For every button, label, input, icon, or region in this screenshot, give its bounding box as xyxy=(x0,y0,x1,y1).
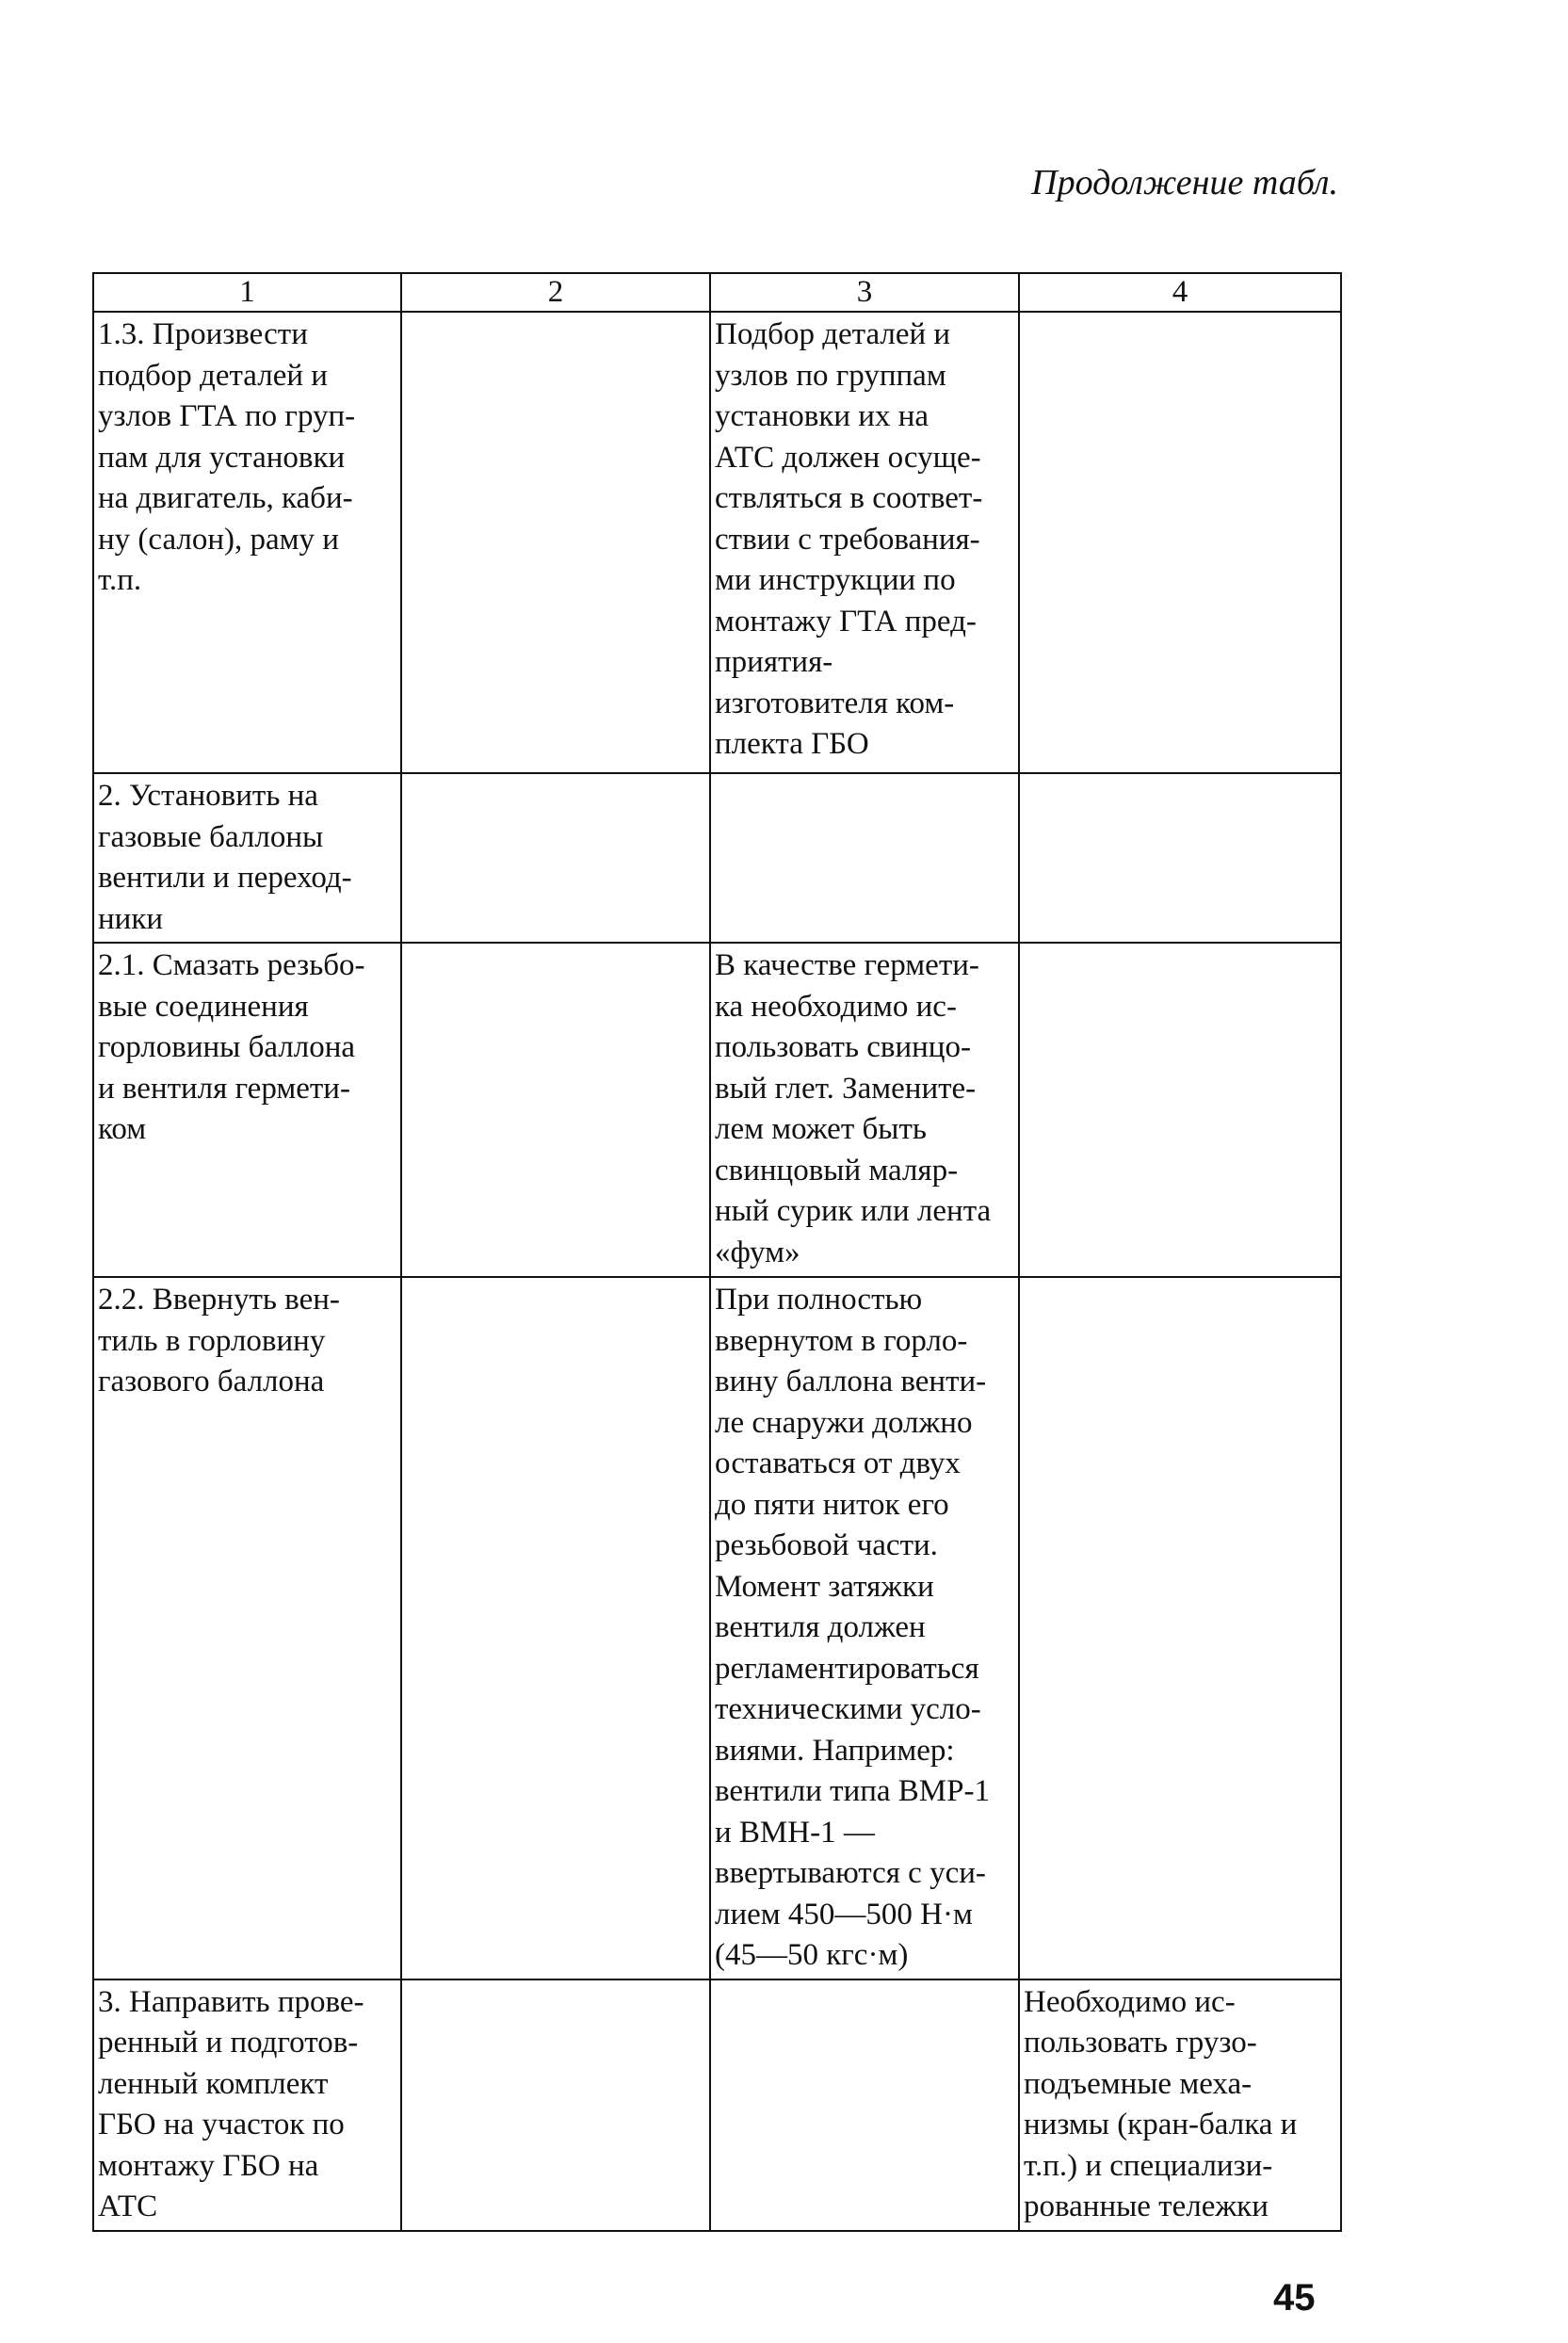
operation-cell: 3. Направить прове- ренный и подготов- ленный комплект ГБО на участок по монтажу ГБО на АТС xyxy=(93,1979,401,2231)
table-row xyxy=(93,773,1341,943)
column-header-4: 4 xyxy=(1019,273,1341,312)
operation-cell: 2. Установить на газовые баллоны вентили и переход- ники xyxy=(93,773,401,943)
notes-cell: Необходимо ис- пользовать грузо- подъемные меха- низмы (кран-балка и т.п.) и специализи- рованные тележки xyxy=(1019,1979,1341,2231)
table-row xyxy=(93,943,1341,1277)
operation-cell: 2.2. Ввернуть вен- тиль в горловину газового баллона xyxy=(93,1277,401,1979)
page-number: 45 xyxy=(1273,2277,1316,2319)
column-header-1: 1 xyxy=(93,273,401,312)
notes-cell xyxy=(1019,943,1341,1277)
table-row xyxy=(93,312,1341,773)
requirements-cell: В качестве гермети- ка необходимо ис- пользовать свинцо- вый глет. Замените- лем может быть свинцовый маляр- ный сурик или лента «фум» xyxy=(710,943,1019,1277)
operation-cell: 1.3. Произвести подбор деталей и узлов ГТА по груп- пам для установки на двигатель, каби- ну (салон), раму и т.п. xyxy=(93,312,401,773)
column-header-2: 2 xyxy=(401,273,710,312)
notes-cell xyxy=(1019,312,1341,773)
notes-cell xyxy=(1019,773,1341,943)
table-row xyxy=(93,1979,1341,2231)
requirements-cell xyxy=(710,773,1019,943)
requirements-cell: Подбор деталей и узлов по группам установки их на АТС должен осуще- ствляться в соответ- ствии с требования- ми инструкции по монтажу ГТА пред- приятия- изготовителя ком- плекта ГБО xyxy=(710,312,1019,773)
column-2-cell xyxy=(401,1979,710,2231)
operation-cell: 2.1. Смазать резьбо- вые соединения горловины баллона и вентиля гермети- ком xyxy=(93,943,401,1277)
column-2-cell xyxy=(401,943,710,1277)
column-2-cell xyxy=(401,773,710,943)
column-2-cell xyxy=(401,312,710,773)
table-continuation-caption: Продолжение табл. xyxy=(1031,163,1338,202)
work-instructions-table xyxy=(92,272,1342,2232)
table-row xyxy=(93,1277,1341,1979)
column-header-3: 3 xyxy=(710,273,1019,312)
requirements-cell xyxy=(710,1979,1019,2231)
table-header-row xyxy=(93,273,1341,312)
requirements-cell: При полностью ввернутом в горло- вину баллона венти- ле снаружи должно оставаться от двух до пяти ниток его резьбовой части. Момент затяжки вентиля должен регламентироваться техническими усло- виями. Например: вентили типа ВМР-1 и ВМН-1 — ввертываются с уси- лием 450—500 Н·м (45—50 кгс·м) xyxy=(710,1277,1019,1979)
column-2-cell xyxy=(401,1277,710,1979)
notes-cell xyxy=(1019,1277,1341,1979)
